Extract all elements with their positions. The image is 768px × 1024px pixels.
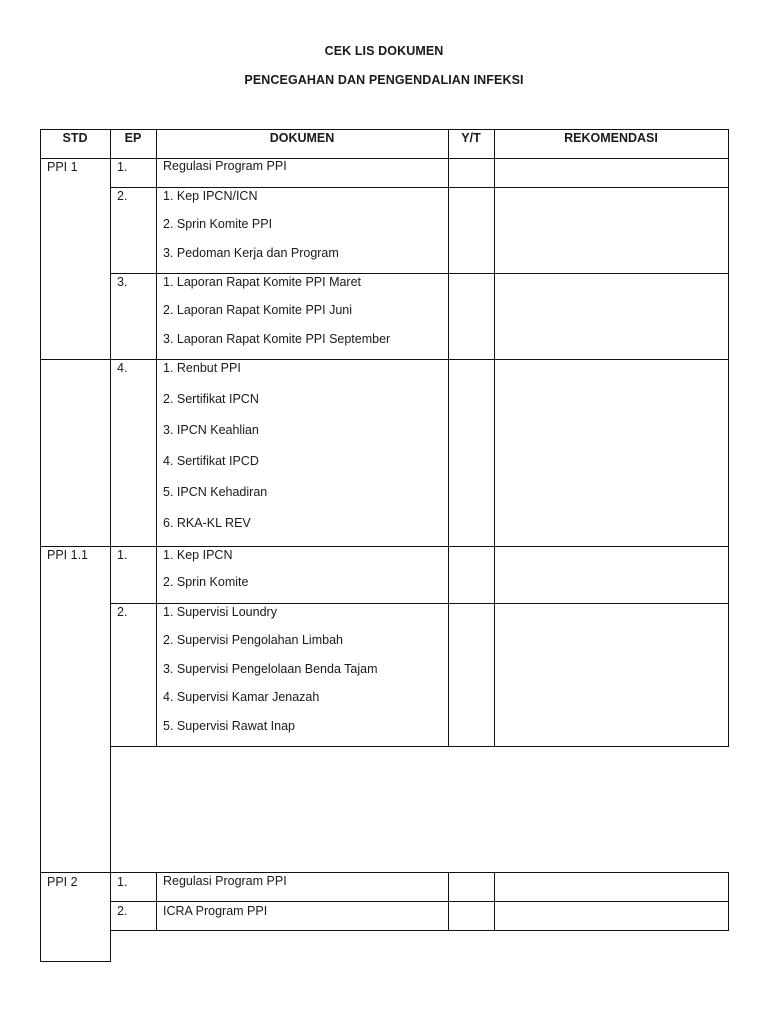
document-item: 4. Sertifikat IPCD [163,454,259,468]
document-item: Regulasi Program PPI [163,874,287,888]
row-divider [40,158,729,159]
document-item: 1. Kep IPCN/ICN [163,189,258,203]
document-item: 2. Sprin Komite [163,575,249,589]
header-rekomendasi: REKOMENDASI [564,131,658,145]
header-dokumen: DOKUMEN [269,131,335,145]
document-item: 2. Sertifikat IPCN [163,392,259,406]
row-divider [110,273,729,274]
ep-number: 2. [117,605,128,619]
document-item: 3. Laporan Rapat Komite PPI September [163,332,391,346]
document-subtitle: PENCEGAHAN DAN PENGENDALIAN INFEKSI [244,73,524,87]
column-divider [494,872,495,931]
ep-number: 3. [117,275,128,289]
row-divider [40,872,729,873]
document-item: 1. Laporan Rapat Komite PPI Maret [163,275,362,289]
document-item: 4. Supervisi Kamar Jenazah [163,690,320,704]
table-border-bottom [40,961,111,962]
ep-number: 2. [117,189,128,203]
header-std: STD [62,131,88,145]
column-divider [448,872,449,931]
document-item: ICRA Program PPI [163,904,268,918]
document-item: 6. RKA-KL REV [163,516,251,530]
row-divider [110,930,729,931]
ep-number: 1. [117,548,128,562]
header-ep: EP [124,131,142,145]
document-item: 2. Supervisi Pengolahan Limbah [163,633,343,647]
table-border-right [728,872,729,931]
column-divider [156,129,157,747]
row-divider [40,359,729,360]
row-divider [110,187,729,188]
row-divider [110,901,729,902]
table-border-right [728,129,729,747]
document-item: 1. Supervisi Loundry [163,605,277,619]
column-divider [110,129,111,962]
document-item: 3. Supervisi Pengelolaan Benda Tajam [163,662,378,676]
std-label: PPI 1.1 [47,548,88,562]
ep-number: 1. [117,160,128,174]
document-item: 1. Kep IPCN [163,548,233,562]
ep-number: 2. [117,904,128,918]
table-border-left [40,129,41,962]
document-item: 2. Laporan Rapat Komite PPI Juni [163,303,353,317]
document-item: 2. Sprin Komite PPI [163,217,273,231]
document-item: Regulasi Program PPI [163,159,287,173]
column-divider [494,129,495,747]
document-item: 5. IPCN Kehadiran [163,485,268,499]
column-divider [448,129,449,747]
ep-number: 4. [117,361,128,375]
row-divider [110,746,729,747]
document-item: 1. Renbut PPI [163,361,241,375]
table-border-top [40,129,729,130]
std-label: PPI 1 [47,160,78,174]
std-label: PPI 2 [47,875,78,889]
document-title: CEK LIS DOKUMEN [324,44,444,58]
document-item: 3. IPCN Keahlian [163,423,259,437]
ep-number: 1. [117,875,128,889]
column-divider [156,872,157,931]
header-yt: Y/T [461,131,481,145]
document-item: 3. Pedoman Kerja dan Program [163,246,339,260]
row-divider [40,546,729,547]
row-divider [110,603,729,604]
document-item: 5. Supervisi Rawat Inap [163,719,296,733]
